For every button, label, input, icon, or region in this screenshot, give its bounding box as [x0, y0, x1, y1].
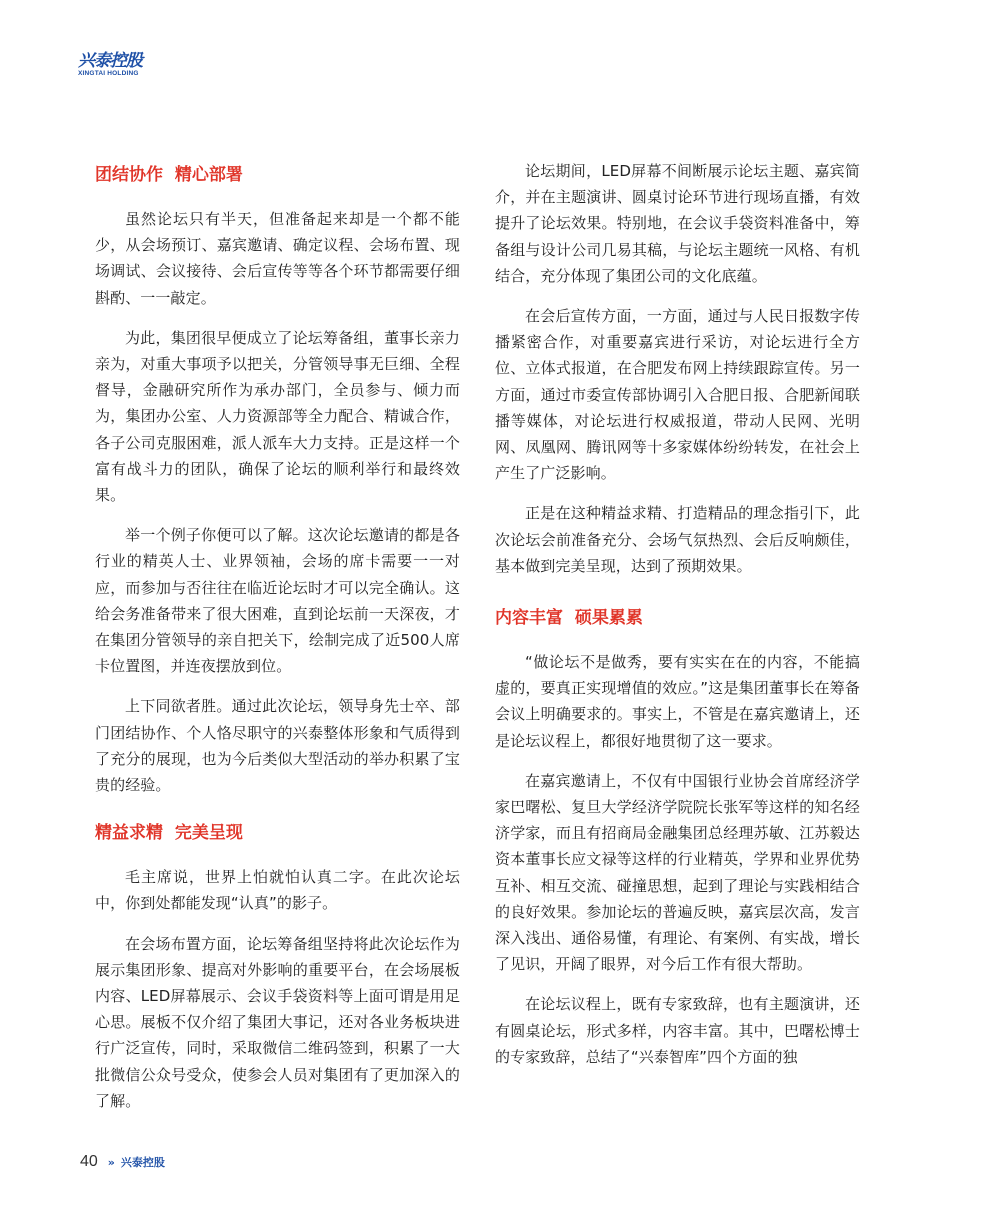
logo-text: 兴泰控股	[78, 51, 142, 71]
paragraph: 正是在这种精益求精、打造精品的理念指引下，此次论坛会前准备充分、会场气氛热烈、会后反响颇佳，基本做到完美呈现，达到了预期效果。	[495, 504, 860, 575]
footer-brand-label: 兴泰控股	[120, 1156, 165, 1169]
paragraph: 上下同欲者胜。通过此次论坛，领导身先士卒、部门团结协作、个人恪尽职守的兴泰整体形象和气质得到了充分的展现，也为今后类似大型活动的举办积累了宝贵的经验。	[95, 697, 460, 795]
paragraph: 论坛期间，LED屏幕不间断展示论坛主题、嘉宾简介，并在主题演讲、圆桌讨论环节进行现场直播，有效提升了论坛效果。特别地，在会议手袋资料准备中，筹备组与设计公司几易其稿，与论坛主题统一风格、有机结合，充分体现了集团公司的文化底蕴。	[495, 162, 860, 285]
page-number: 40	[80, 1153, 98, 1170]
paragraph: 在会场布置方面，论坛筹备组坚持将此次论坛作为展示集团形象、提高对外影响的重要平台，在会场展板内容、LED屏幕展示、会议手袋资料等上面可谓是用足心思。展板不仅介绍了集团大事记，还对各业务板块进行广泛宣传，同时，采取微信二维码签到，积累了一大批微信公众号受众，使参会人员对集团有了更加深入的了解。	[95, 934, 460, 1110]
brand-logo	[78, 52, 148, 78]
paragraph: 在论坛议程上，既有专家致辞，也有主题演讲，还有圆桌论坛，形式多样，内容丰富。其中，巴曙松博士的专家致辞，总结了“兴泰智库”四个方面的独	[495, 995, 860, 1066]
section-heading-excellence: 精益求精 完美呈现	[95, 823, 243, 844]
paragraph: 举一个例子你便可以了解。这次论坛邀请的都是各行业的精英人士、业界领袖，会场的席卡需要一一对应，而参加与否往往在临近论坛时才可以完全确认。这给会务准备带来了很大困难，直到论坛前一天深夜，才在集团分管领导的亲自把关下，绘制完成了近500人席卡位置图，并连夜摆放到位。	[95, 526, 460, 676]
left-column	[95, 158, 460, 1128]
page-footer	[80, 1151, 165, 1173]
section-heading-teamwork: 团结协作 精心部署	[95, 165, 243, 185]
paragraph: 在嘉宾邀请上，不仅有中国银行业协会首席经济学家巴曙松、复旦大学经济学院院长张军等这样的知名经济学家，而且有招商局金融集团总经理苏敏、江苏毅达资本董事长应文禄等这样的行业精英，学界和业界优势互补、相互交流、碰撞思想，起到了理论与实践相结合的良好效果。参加论坛的普遍反映，嘉宾层次高，发言深入浅出、通俗易懂，有理论、有案例、有实战，增长了见识，开阔了眼界，对今后工作有很大帮助。	[495, 771, 860, 974]
paragraph: 在会后宣传方面，一方面，通过与人民日报数字传播紧密合作，对重要嘉宾进行采访，对论坛进行全方位、立体式报道，在合肥发布网上持续跟踪宣传。另一方面，通过市委宣传部协调引入合肥日报、合肥新闻联播等媒体，对论坛进行权威报道，带动人民网、光明网、凤凰网、腾讯网等十多家媒体纷纷转发，在社会上产生了广泛影响。	[495, 307, 860, 483]
double-chevron-icon: »	[107, 1155, 115, 1169]
paragraph: 虽然论坛只有半天，但准备起来却是一个都不能少，从会场预订、嘉宾邀请、确定议程、会场布置、现场调试、会议接待、会后宣传等等各个环节都需要仔细斟酌、一一敲定。	[95, 210, 460, 307]
logo-subtext: XINGTAI HOLDING	[78, 70, 139, 77]
paragraph: 为此，集团很早便成立了论坛筹备组，董事长亲力亲为，对重大事项予以把关，分管领导事无巨细、全程督导，金融研究所作为承办部门，全员参与、倾力而为，集团办公室、人力资源部等全力配合、精诚合作，各子公司克服困难，派人派车大力支持。正是这样一个富有战斗力的团队，确保了论坛的顺利举行和最终效果。	[95, 328, 460, 505]
paragraph: “做论坛不是做秀，要有实实在在的内容，不能搞虚的，要真正实现增值的效应。”这是集团董事长在筹备会议上明确要求的。事实上，不管是在嘉宾邀请上，还是论坛议程上，都很好地贯彻了这一要求。	[495, 653, 860, 750]
right-column	[495, 158, 860, 1084]
section-heading-content: 内容丰富 硕果累累	[495, 608, 643, 629]
paragraph: 毛主席说，世界上怕就怕认真二字。在此次论坛中，你到处都能发现“认真”的影子。	[95, 868, 460, 913]
